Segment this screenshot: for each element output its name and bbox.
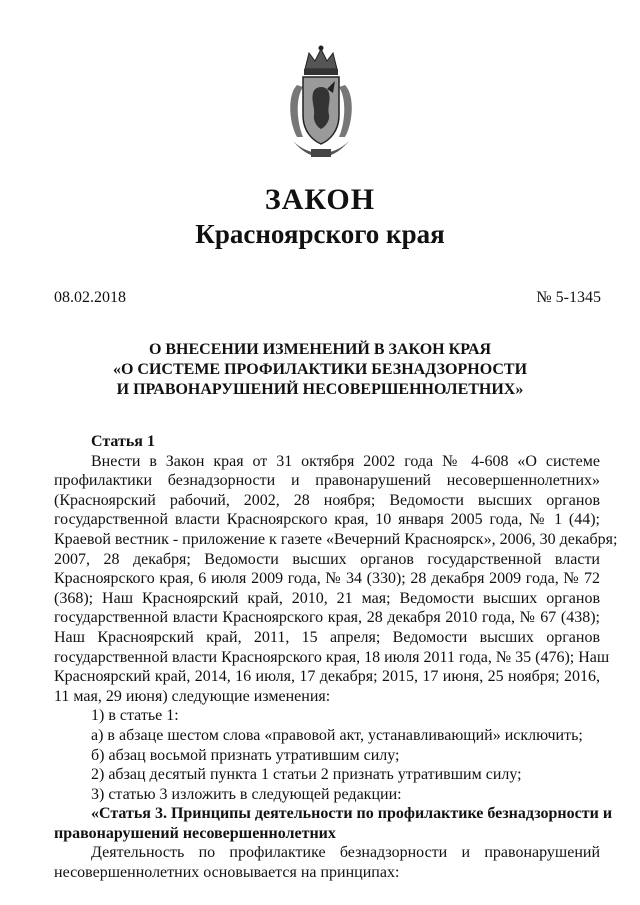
document-title: ЗАКОН — [264, 183, 376, 216]
amendment-item: а) в абзаце шестом слова «правовой акт, устанавливающий» исключить; — [91, 726, 583, 744]
amendment-item: б) абзац восьмой признать утратившим силу; — [91, 746, 400, 764]
amendment-item: 3) статью 3 изложить в следующей редакции: — [91, 785, 402, 803]
amendment-item: 2) абзац десятый пункта 1 статьи 2 признать утратившим силу; — [91, 766, 522, 784]
law-heading-line: О ВНЕСЕНИИ ИЗМЕНЕНИЙ В ЗАКОН КРАЯ — [148, 341, 492, 358]
law-heading-line: И ПРАВОНАРУШЕНИЙ НЕСОВЕРШЕННОЛЕТНИХ» — [116, 381, 524, 398]
document-number: № 5-1345 — [536, 289, 601, 306]
article-1-text-line: (368); Наш Красноярский край, 2010, 21 мая; Ведомости высших органов — [54, 589, 600, 607]
law-heading — [40, 340, 600, 400]
article-1-text-line: 11 мая, 29 июня) следующие изменения: — [54, 687, 331, 705]
article-1-title: Статья 1 — [91, 433, 155, 450]
document-date: 08.02.2018 — [54, 289, 126, 306]
article-1-text-line: профилактики безнадзорности и правонарушений несовершеннолетних» — [54, 472, 600, 490]
article-1-text-line: государственной власти Красноярского края, 28 декабря 2010 года, № 67 (438); — [54, 609, 600, 627]
article-1-text-line: государственной власти Красноярского края, 10 января 2005 года, № 1 (44); — [54, 511, 600, 529]
article-1-text-line: Красноярского края, 6 июля 2009 года, № 34 (330); 28 декабря 2009 года, № 72 — [54, 570, 600, 588]
article-1-text-line: (Красноярский рабочий, 2002, 28 ноября; Ведомости высших органов — [54, 491, 600, 509]
law-heading-line: «О СИСТЕМЕ ПРОФИЛАКТИКИ БЕЗНАДЗОРНОСТИ — [112, 361, 528, 378]
article-1-text-line: Внести в Закон края от 31 октября 2002 года № 4-608 «О системе — [91, 452, 600, 470]
article-1-text-line: Краевой вестник - приложение к газете «Вечерний Красноярск», 2006, 30 декабря; — [54, 530, 618, 548]
article-1-text-line: 2007, 28 декабря; Ведомости высших органов государственной власти — [54, 550, 600, 568]
article-3-text-line: несовершеннолетних основывается на принципах: — [54, 864, 400, 882]
article-1-text-line: государственной власти Красноярского края, 18 июля 2011 года, № 35 (476); Наш — [54, 648, 610, 666]
article-3-title-cont: правонарушений несовершеннолетних — [54, 824, 336, 842]
document-meta — [54, 289, 601, 307]
article-3-title: «Статья 3. Принципы деятельности по профилактике безнадзорности и — [91, 805, 613, 823]
document-subtitle: Красноярского края — [195, 219, 445, 249]
coat-of-arms-emblem — [283, 45, 359, 163]
article-3-text-line: Деятельность по профилактике безнадзорности и правонарушений — [91, 844, 600, 862]
article-1-text-line: Красноярский край, 2014, 16 июля, 17 декабря; 2015, 17 июня, 25 ноября; 2016, — [54, 668, 600, 686]
document-body — [54, 432, 618, 883]
amendment-item: 1) в статье 1: — [91, 707, 179, 725]
article-1-text-line: Наш Красноярский край, 2011, 15 апреля; Ведомости высших органов — [54, 628, 600, 646]
